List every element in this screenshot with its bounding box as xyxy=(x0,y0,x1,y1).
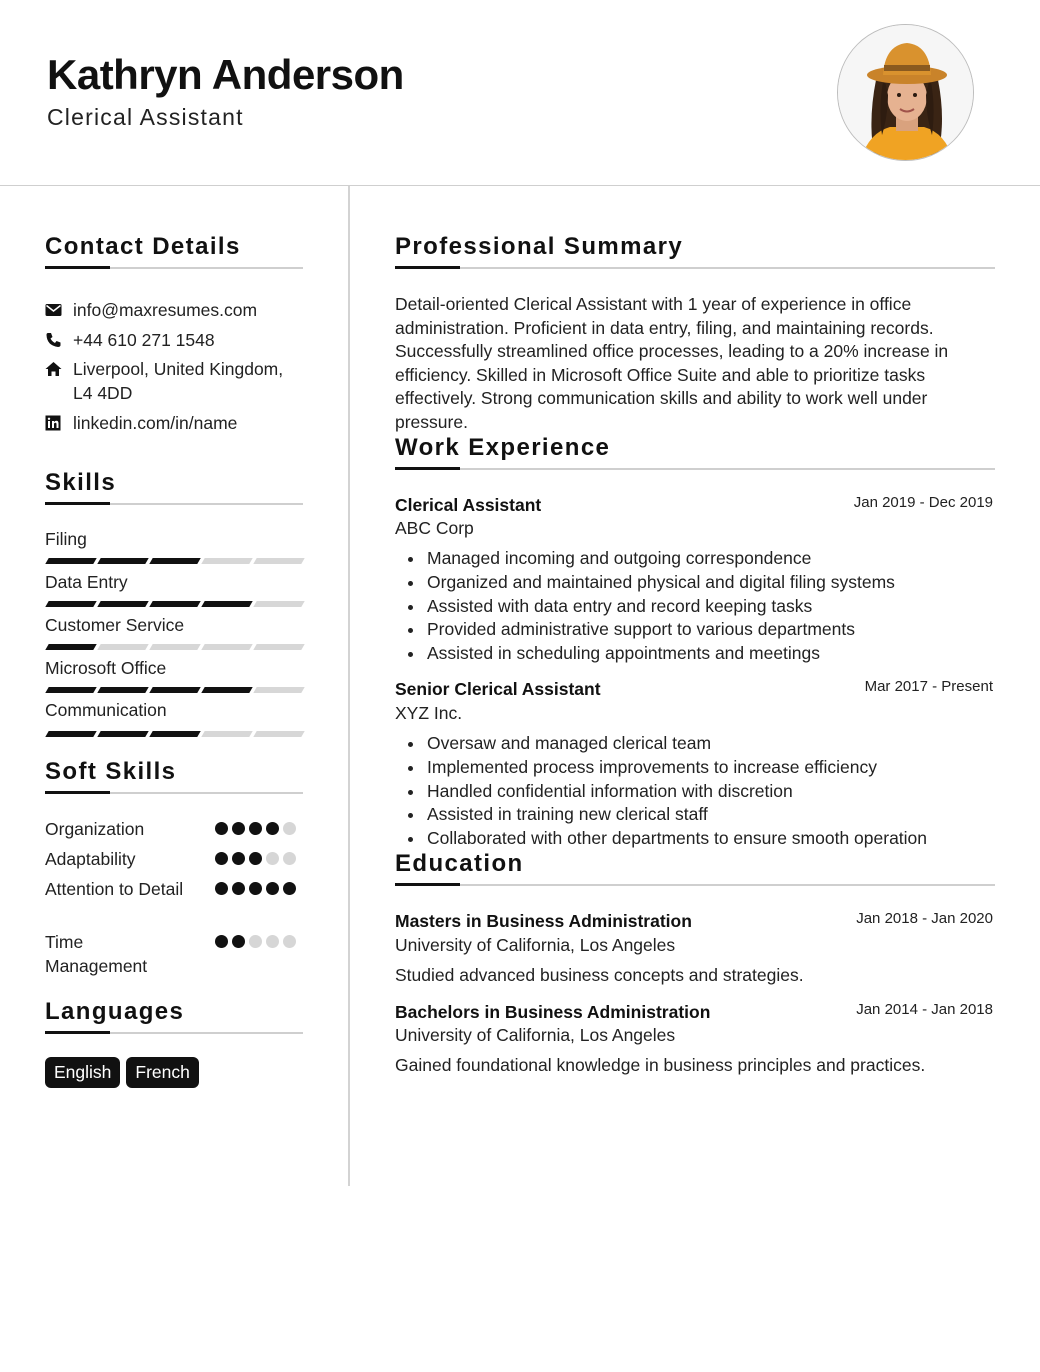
soft-skills-heading-rule xyxy=(45,792,303,794)
rating-dot xyxy=(232,882,245,895)
education-heading-rule xyxy=(395,884,995,886)
soft-skill-rating xyxy=(215,882,296,895)
job-bullet: Assisted with data entry and record keeping tasks xyxy=(427,595,1007,619)
candidate-title: Clerical Assistant xyxy=(47,104,244,130)
skill-level-bar xyxy=(47,731,303,738)
skill-level-segment xyxy=(253,601,304,607)
contact-phone[interactable] xyxy=(45,328,215,352)
skill-level-bar xyxy=(47,601,303,608)
skill-level-bar xyxy=(47,644,303,651)
job-title: Clerical Assistant xyxy=(395,495,542,515)
job-bullet: Assisted in scheduling appointments and meetings xyxy=(427,642,1007,666)
contact-email[interactable] xyxy=(45,298,257,322)
experience-heading: Work Experience xyxy=(395,434,611,461)
contact-email-text: info@maxresumes.com xyxy=(73,300,258,320)
summary-text: Detail-oriented Clerical Assistant with 1 year of experience in office administration. Proficient in data entry, filing, and maintaining records. Successfully streamlined office processes, leading to a 20% increase in efficiency. Skilled in Microsoft Office Suite and able to prioritize tasks effectively. Strong communication skills and ability to work well under pressure. xyxy=(395,294,949,432)
skill-level-segment xyxy=(149,558,200,564)
rating-dot xyxy=(283,935,296,948)
soft-skill-rating xyxy=(215,822,296,835)
column-divider xyxy=(348,186,350,1186)
contact-address-line2: L4 4DD xyxy=(73,383,133,403)
job-bullets xyxy=(427,547,1007,666)
contact-linkedin[interactable] xyxy=(45,411,237,435)
language-tag: English xyxy=(45,1057,120,1088)
skills-heading-rule xyxy=(45,503,303,505)
phone-icon xyxy=(45,328,73,352)
languages-list xyxy=(45,1057,199,1088)
rating-dot xyxy=(215,852,228,865)
contact-address xyxy=(45,357,283,405)
soft-skill-rating xyxy=(215,852,296,865)
job-bullet: Provided administrative support to various departments xyxy=(427,618,1007,642)
skills-heading: Skills xyxy=(45,469,117,496)
rating-dot xyxy=(215,882,228,895)
skill-level-segment xyxy=(201,558,252,564)
contact-heading: Contact Details xyxy=(45,233,241,260)
soft-skills-heading: Soft Skills xyxy=(45,758,177,785)
soft-skill-label: Adaptability xyxy=(45,849,136,869)
skill-level-segment xyxy=(97,644,148,650)
job-dates: Jan 2019 - Dec 2019 xyxy=(853,494,993,511)
rating-dot xyxy=(266,822,279,835)
linkedin-icon xyxy=(45,411,73,435)
candidate-name: Kathryn Anderson xyxy=(47,51,404,98)
soft-skill-label: Attention to Detail xyxy=(45,879,184,899)
degree-dates: Jan 2018 - Jan 2020 xyxy=(856,910,993,927)
rating-dot xyxy=(266,852,279,865)
rating-dot xyxy=(283,852,296,865)
job-company: ABC Corp xyxy=(395,518,474,538)
soft-skill-rating xyxy=(215,935,296,948)
degree-title: Masters in Business Administration xyxy=(395,911,692,931)
skill-level-segment xyxy=(97,601,148,607)
rating-dot xyxy=(232,822,245,835)
skill-level-segment xyxy=(253,644,304,650)
skill-level-segment xyxy=(97,687,148,693)
skill-level-segment xyxy=(149,731,200,737)
rating-dot xyxy=(232,935,245,948)
skill-label: Filing xyxy=(45,529,87,549)
rating-dot xyxy=(266,935,279,948)
skill-level-segment xyxy=(149,644,200,650)
degree-description: Gained foundational knowledge in business principles and practices. xyxy=(395,1055,926,1075)
skill-level-segment xyxy=(45,731,96,737)
rating-dot xyxy=(249,852,262,865)
contact-phone-text: +44 610 271 1548 xyxy=(73,330,215,350)
profile-photo xyxy=(837,24,974,161)
rating-dot xyxy=(249,822,262,835)
languages-heading: Languages xyxy=(45,998,185,1025)
skill-level-segment xyxy=(253,687,304,693)
skill-level-segment xyxy=(45,558,96,564)
skill-level-segment xyxy=(253,731,304,737)
skill-level-segment xyxy=(201,687,252,693)
job-bullet: Organized and maintained physical and digital filing systems xyxy=(427,571,1007,595)
rating-dot xyxy=(215,822,228,835)
rating-dot xyxy=(249,935,262,948)
rating-dot xyxy=(266,882,279,895)
skill-level-segment xyxy=(45,644,96,650)
summary-heading-rule xyxy=(395,267,995,269)
job-bullet: Oversaw and managed clerical team xyxy=(427,732,1007,756)
degree-dates: Jan 2014 - Jan 2018 xyxy=(856,1001,993,1018)
skill-level-bar xyxy=(47,558,303,565)
skill-level-segment xyxy=(149,687,200,693)
skill-level-segment xyxy=(201,644,252,650)
job-dates: Mar 2017 - Present xyxy=(864,678,993,695)
soft-skill-label: Time Management xyxy=(45,932,148,976)
rating-dot xyxy=(249,882,262,895)
job-bullet: Assisted in training new clerical staff xyxy=(427,803,1007,827)
job-title: Senior Clerical Assistant xyxy=(395,679,601,699)
education-heading: Education xyxy=(395,850,524,877)
skill-label: Communication xyxy=(45,700,167,720)
resume-header xyxy=(0,0,1040,186)
degree-title: Bachelors in Business Administration xyxy=(395,1002,711,1022)
summary-heading: Professional Summary xyxy=(395,233,684,260)
languages-heading-rule xyxy=(45,1032,303,1034)
degree-description: Studied advanced business concepts and strategies. xyxy=(395,965,804,985)
skill-level-segment xyxy=(149,601,200,607)
rating-dot xyxy=(283,882,296,895)
skill-level-segment xyxy=(201,731,252,737)
skill-level-segment xyxy=(253,558,304,564)
contact-address-line1: Liverpool, United Kingdom, xyxy=(73,359,284,379)
rating-dot xyxy=(232,852,245,865)
job-bullet: Handled confidential information with discretion xyxy=(427,780,1007,804)
envelope-icon xyxy=(45,298,73,322)
skill-level-segment xyxy=(201,601,252,607)
skill-level-segment xyxy=(45,687,96,693)
school-name: University of California, Los Angeles xyxy=(395,935,676,955)
portrait-illustration xyxy=(838,25,974,161)
job-company: XYZ Inc. xyxy=(395,703,463,723)
skill-level-bar xyxy=(47,687,303,694)
home-icon xyxy=(45,357,73,405)
job-bullet: Managed incoming and outgoing correspondence xyxy=(427,547,1007,571)
rating-dot xyxy=(283,822,296,835)
skill-label: Data Entry xyxy=(45,572,128,592)
skill-level-segment xyxy=(97,731,148,737)
contact-heading-rule xyxy=(45,267,303,269)
job-bullet: Implemented process improvements to increase efficiency xyxy=(427,756,1007,780)
contact-linkedin-text: linkedin.com/in/name xyxy=(73,413,238,433)
rating-dot xyxy=(215,935,228,948)
school-name: University of California, Los Angeles xyxy=(395,1025,676,1045)
skill-level-segment xyxy=(97,558,148,564)
job-bullets xyxy=(427,732,1007,851)
skill-label: Customer Service xyxy=(45,615,185,635)
language-tag: French xyxy=(126,1057,198,1088)
soft-skill-label: Organization xyxy=(45,819,145,839)
job-bullet: Collaborated with other departments to ensure smooth operation xyxy=(427,827,1007,851)
skill-level-segment xyxy=(45,601,96,607)
skill-label: Microsoft Office xyxy=(45,658,167,678)
experience-heading-rule xyxy=(395,468,995,470)
